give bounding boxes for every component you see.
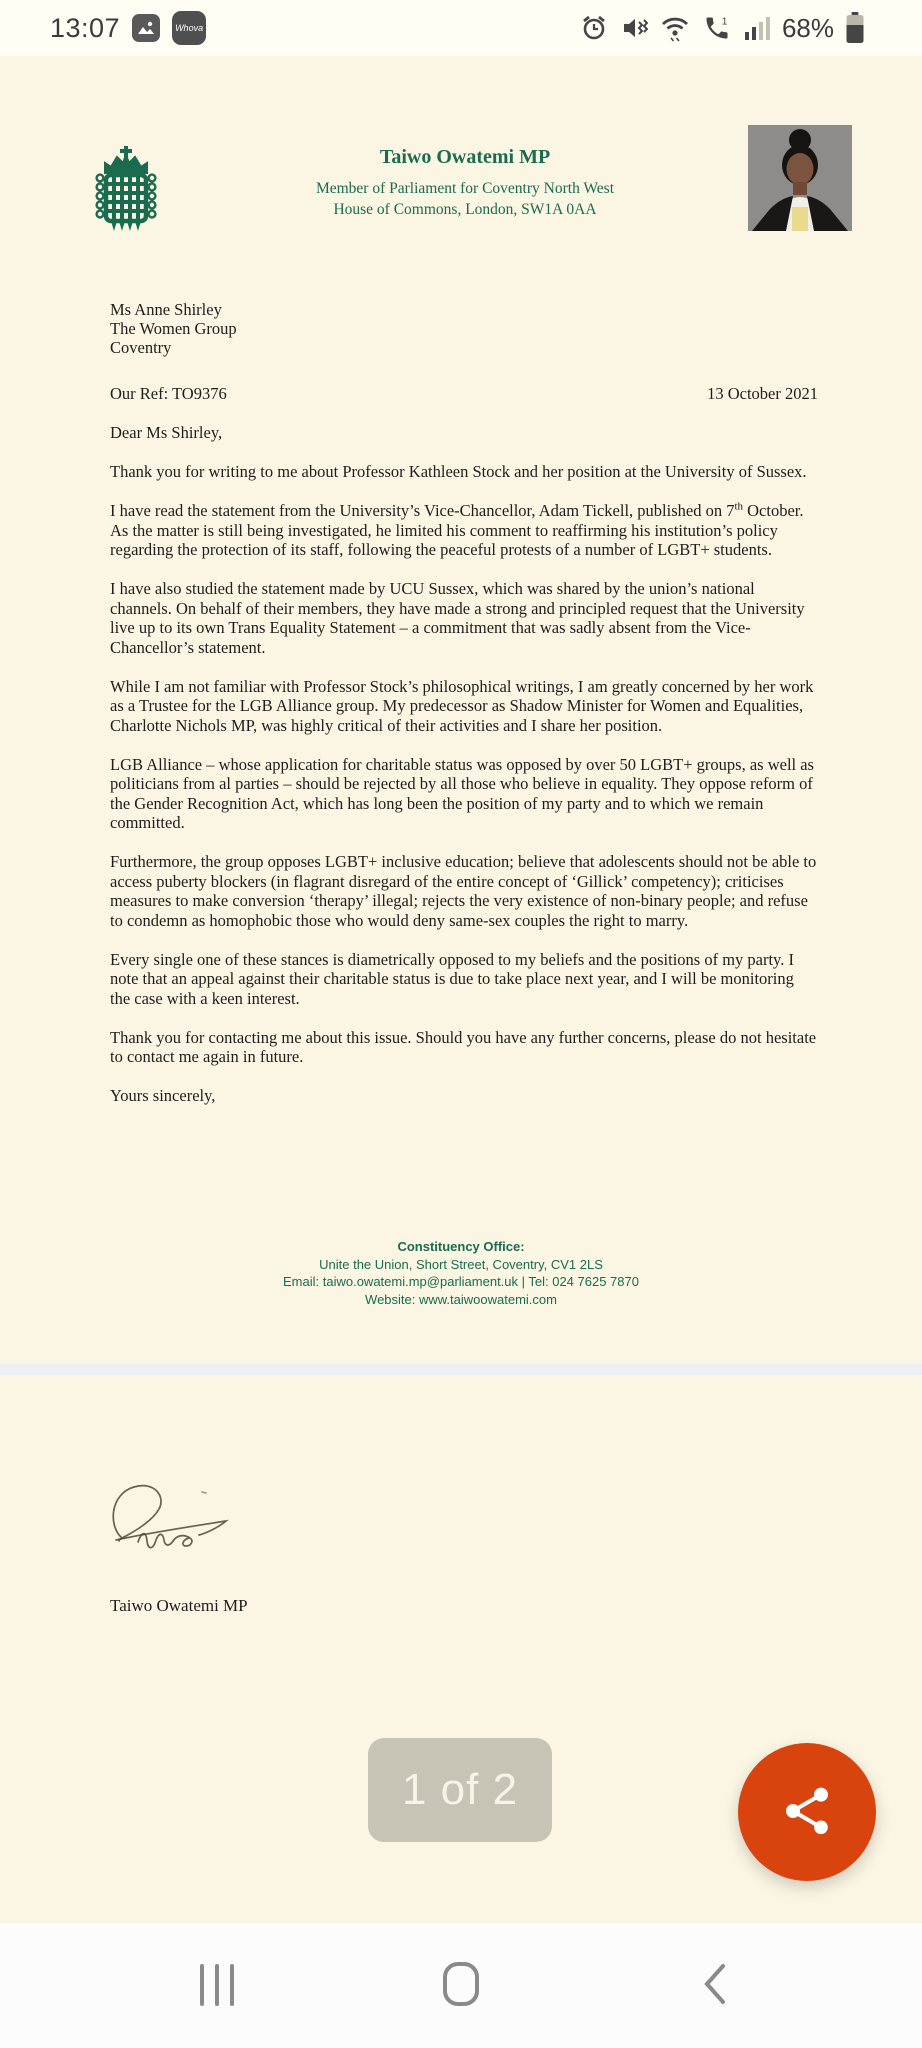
wifi-call-badge: 1 — [721, 15, 728, 28]
share-button[interactable] — [738, 1743, 876, 1881]
salutation: Dear Ms Shirley, — [110, 422, 223, 442]
back-button[interactable] — [692, 1959, 736, 2011]
whova-app-label: Whova — [175, 23, 204, 33]
recipient-city: Coventry — [110, 338, 172, 357]
recipient-org: The Women Group — [110, 319, 237, 338]
home-icon — [441, 1960, 481, 2011]
paragraph-6: Furthermore, the group opposes LGBT+ inclusive education; believe that adolescents should not be able to access puberty blockers (in flagrant disregard of the entire concept of ‘Gillick’ competency); criticises measures to make conversion ‘therapy’ illegal; rejects the very existence of non-binary people; and refuse to condemn as homophobic those who would deny same-sex couples the right to marry. — [110, 852, 817, 930]
wifi-calling-icon — [702, 14, 732, 42]
paragraph-2 — [110, 501, 818, 560]
paragraph-5: LGB Alliance – whose application for charitable status was opposed by over 50 LGBT+ groups, as well as politicians from al parties – should be rejected by all those who believe in equality. They oppose reform of the Gender Recognition Act, which has long been the position of my party and to which we remain committed. — [110, 754, 814, 832]
page-divider — [0, 1364, 922, 1375]
status-bar-right — [580, 12, 864, 44]
back-icon — [701, 1962, 727, 2009]
signature — [106, 1476, 238, 1577]
recents-button[interactable] — [188, 1959, 246, 2011]
closing: Yours sincerely, — [110, 1086, 216, 1105]
footer-address: Unite the Union, Short Street, Coventry, CV1 2LS — [319, 1256, 603, 1272]
mp-photo — [748, 125, 852, 231]
ordinal-superscript: th — [734, 500, 744, 513]
status-time: 13:07 — [50, 12, 121, 43]
battery-percent: 68% — [781, 12, 834, 43]
wifi-icon — [660, 14, 690, 42]
paragraph-7: Every single one of these stances is diametrically opposed to my beliefs and the positions of my party. I note that an appeal against their charitable status is due to take place next year, and I will be monitoring the case with a keen interest. — [110, 949, 794, 1008]
recents-icon-bar2 — [230, 1964, 234, 2006]
vibrate-mute-icon — [620, 14, 648, 42]
letter-body — [110, 300, 818, 1125]
paragraph-2-text: I have read the statement from the University’s Vice-Chancellor, Adam Tickell, published on 7 — [110, 501, 735, 520]
letter-date: 13 October 2021 — [707, 384, 818, 403]
letterhead-name: Taiwo Owatemi MP — [379, 146, 551, 168]
footer-title: Constituency Office: — [397, 1239, 525, 1254]
alarm-icon — [580, 14, 608, 42]
status-bar-left — [50, 11, 206, 45]
recipient-name: Ms Anne Shirley — [110, 300, 222, 319]
signal-icon — [744, 14, 770, 42]
share-icon — [779, 1783, 835, 1842]
recents-icon — [200, 1964, 204, 2006]
paragraph-1: Thank you for writing to me about Professor Kathleen Stock and her position at the University of Sussex. — [110, 462, 807, 481]
status-bar — [0, 0, 922, 56]
letterhead — [195, 146, 735, 220]
paragraph-4: While I am not familiar with Professor Stock’s philosophical writings, I am greatly concerned by her work as a Trustee for the LGB Alliance group. My predecessor as Shadow Minister for Women and Equalities, Charlotte Nichols MP, was highly critical of their activities and I share her position. — [110, 676, 814, 735]
paragraph-2-rest: October. As the matter is still being investigated, he limited his comment to reaffirming his institution’s policy regarding the protection of its staff, following the peaceful protests of a number of LGBT+ students. — [110, 501, 804, 559]
portcullis-logo — [92, 146, 160, 239]
letter-footer — [0, 1238, 922, 1308]
paragraph-8: Thank you for contacting me about this issue. Should you have any further concerns, please do not hesitate to contact me again in future. — [110, 1027, 817, 1066]
letterhead-role: Member of Parliament for Coventry North West — [315, 180, 615, 197]
ref-row — [110, 384, 818, 404]
whova-app-icon — [172, 11, 206, 45]
page-indicator-toast: 1 of 2 — [368, 1738, 552, 1842]
recents-icon-bar — [215, 1964, 219, 2006]
our-ref: Our Ref: TO9376 — [110, 384, 227, 403]
battery-icon — [846, 12, 864, 44]
letterhead-address: House of Commons, London, SW1A 0AA — [333, 201, 597, 218]
gallery-icon — [132, 14, 160, 42]
footer-website: Website: www.taiwoowatemi.com — [365, 1291, 557, 1307]
signatory-name: Taiwo Owatemi MP — [110, 1596, 248, 1615]
home-button[interactable] — [432, 1959, 490, 2011]
navigation-bar — [0, 1923, 922, 2048]
paragraph-3: I have also studied the statement made by UCU Sussex, which was shared by the union’s national channels. On behalf of their members, they have made a strong and principled request that the University live up to its own Trans Equality Statement – a commitment that was sadly absent from the Vice-Chancellor’s statement. — [110, 579, 805, 657]
footer-contact: Email: taiwo.owatemi.mp@parliament.uk | Tel: 024 7625 7870 — [283, 1274, 639, 1289]
